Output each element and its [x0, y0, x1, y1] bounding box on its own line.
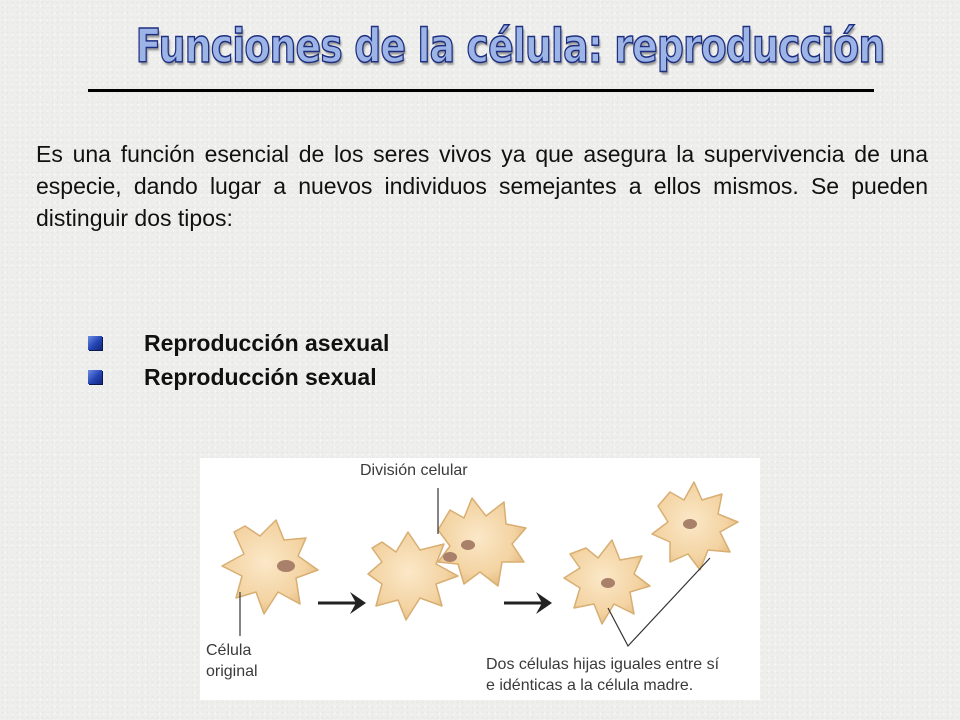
nucleus [277, 560, 295, 572]
intro-paragraph: Es una función esencial de los seres vivos ya que asegura la supervivencia de una especie, dando lugar a nuevos individuos semejantes a ellos mismos. Se pueden distinguir dos tipos: [36, 141, 928, 231]
nucleus [683, 519, 697, 529]
reproduction-types-list [88, 326, 389, 394]
list-item [88, 326, 389, 360]
original-cell-label: Célula original [206, 642, 258, 680]
nucleus [443, 552, 457, 562]
list-item-label: Reproducción asexual [144, 330, 390, 356]
arrow-right-icon [318, 592, 366, 614]
square-bullet-icon [88, 370, 102, 384]
title-underline [88, 89, 874, 92]
nucleus [461, 540, 475, 550]
nucleus [601, 578, 615, 588]
original-cell [222, 520, 318, 614]
division-label: División celular [360, 462, 468, 479]
dividing-cell-left [368, 532, 458, 620]
square-bullet-icon [88, 336, 102, 350]
daughter-cells-label: Dos células hijas iguales entre sí e idénticas a la célula madre. [486, 656, 720, 694]
arrow-right-icon [504, 592, 552, 614]
list-item [88, 360, 389, 394]
cell-division-figure [200, 458, 760, 700]
list-item-label: Reproducción sexual [144, 364, 377, 390]
page-title: Funciones de la célula: reproducción [135, 19, 885, 73]
